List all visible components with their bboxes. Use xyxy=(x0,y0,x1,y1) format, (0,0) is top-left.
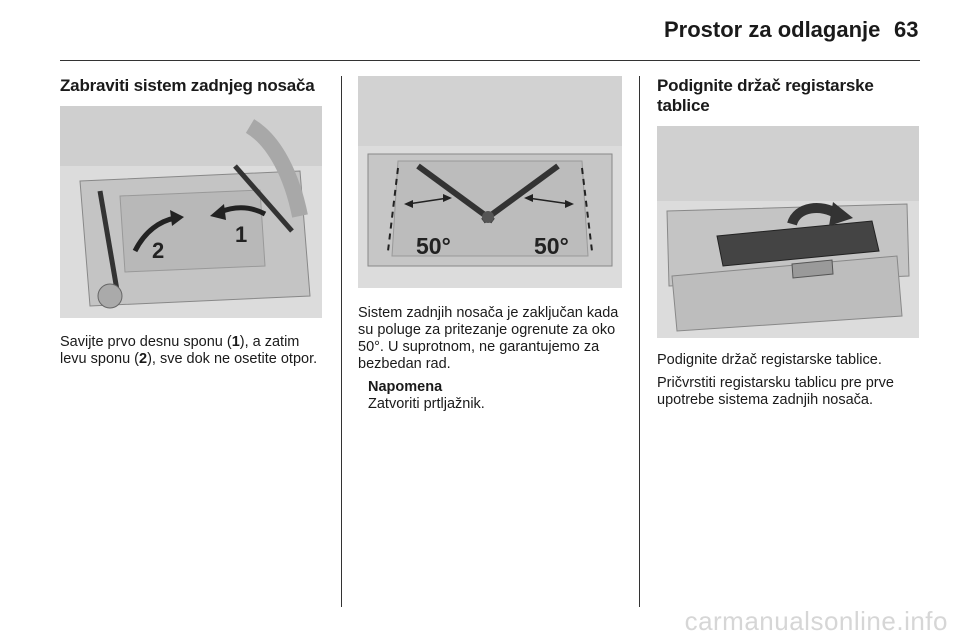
figure-lever-angle xyxy=(358,76,622,288)
column-lock-system xyxy=(60,76,325,368)
column-license-holder xyxy=(657,76,925,409)
note-body: Zatvoriti prtljažnik. xyxy=(368,396,485,412)
note-title: Napomena xyxy=(368,379,443,395)
column-divider-left xyxy=(341,76,342,607)
instruction-lever-angle: Sistem zadnjih nosača je zaključan kada su poluge za pritezanje ogrenute za oko 50°. U suprotnom, ne garantujemo za bezbedan rad. xyxy=(358,305,619,372)
column-lever-angle xyxy=(358,76,626,413)
angle-label-left: 50° xyxy=(416,233,451,259)
note-block xyxy=(368,379,626,413)
instruction-lock-system: Savijte prvo desnu sponu (1), a zatim levu sponu (2), sve dok ne osetite otpor. xyxy=(60,334,318,367)
figure-label-1: 1 xyxy=(235,222,248,247)
heading-lock-system: Zabraviti sistem zadnjeg nosača xyxy=(60,76,315,95)
angle-label-right: 50° xyxy=(534,233,569,259)
instruction-attach-plate: Pričvrstiti registarsku tablicu pre prve upotrebe sistema zadnjih nosača. xyxy=(657,375,894,408)
instruction-raise-holder: Podignite držač registarske tablice. xyxy=(657,352,882,368)
column-divider-right xyxy=(639,76,640,607)
figure-lever-folding xyxy=(60,106,322,318)
page-number: 63 xyxy=(894,17,919,42)
section-title: Prostor za odlaganje xyxy=(664,17,881,42)
header-divider xyxy=(60,60,920,61)
figure-label-2: 2 xyxy=(152,238,165,263)
heading-license-holder: Podignite držač registarske tablice xyxy=(657,76,874,115)
figure-license-holder xyxy=(657,126,919,338)
watermark: carmanualsonline.info xyxy=(684,606,948,636)
